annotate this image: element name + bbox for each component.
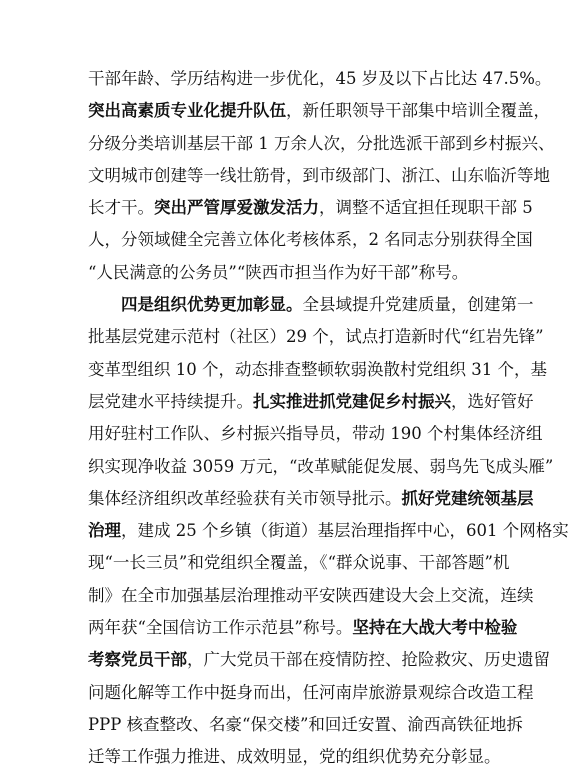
bold-text-run: 扎实推进抓党建促乡村振兴 — [253, 391, 451, 411]
text-line — [88, 741, 500, 773]
text-line — [88, 257, 500, 289]
text-run: 全县域提升党建质量，创建第一 — [302, 295, 534, 315]
text-run: 迁等工作强力推进、成效明显，党的组织优势充分彰显。 — [88, 747, 501, 767]
text-run: ，调整不适宜担任现职干部 5 — [319, 198, 533, 218]
text-line — [88, 418, 543, 450]
text-run: 分级分类培训基层干部 1 万余人次，分批选派干部到乡村振兴、 — [88, 133, 555, 153]
document-body — [88, 63, 569, 774]
bold-text-run: 突出严管厚爱激发活力 — [154, 198, 319, 218]
text-run: “人民满意的公务员”“陕西市担当作为好干部”称号。 — [88, 262, 469, 282]
text-line — [88, 612, 518, 644]
bold-text-run: 突出高素质专业化提升队伍 — [88, 101, 286, 121]
text-run: 层党建水平持续提升。 — [88, 391, 253, 411]
text-run: 集体经济组织改革经验获有关市领导批示。 — [88, 488, 402, 508]
text-line — [88, 580, 534, 612]
text-run: 长才干。 — [88, 198, 154, 218]
text-run: 变革型组织 10 个，动态排查整顿软弱涣散村党组织 31 个，基 — [88, 359, 547, 379]
bold-text-run: 考察党员干部 — [88, 650, 187, 670]
paragraph-organization-advantage — [88, 289, 569, 773]
text-line — [88, 547, 510, 579]
paragraph-cadre-structure — [88, 63, 555, 289]
text-run: 问题化解等工作中挺身而出，任河南岸旅游景观综合改造工程 — [88, 682, 534, 702]
text-line — [88, 63, 552, 95]
text-run: ，新任职领导干部集中培训全覆盖， — [286, 101, 550, 121]
bold-text-run: 治理 — [88, 521, 121, 541]
bold-text-run: 四是组织优势更加彰显。 — [121, 295, 303, 315]
text-run: PPP 核查整改、名豪“保交楼”和回迁安置、渝西高铁征地拆 — [88, 714, 523, 734]
text-line — [88, 386, 534, 418]
text-line — [88, 709, 523, 741]
text-line — [88, 451, 554, 483]
text-run: 两年获“全国信访工作示范县”称号。 — [88, 618, 353, 638]
text-line — [88, 128, 555, 160]
text-run: 现“一长三员”和党组织全覆盖，《“群众说事、干部答题”机 — [88, 553, 510, 573]
text-run: 制》在全市加强基层治理推动平安陕西建设大会上交流，连续 — [88, 585, 534, 605]
text-line — [88, 160, 550, 192]
text-line — [88, 354, 547, 386]
text-run: ，建成 25 个乡镇（街道）基层治理指挥中心，601 个网格实 — [121, 521, 569, 541]
text-run: ，选好管好 — [451, 391, 534, 411]
text-line — [88, 95, 550, 127]
text-line — [88, 321, 544, 353]
text-line — [88, 644, 550, 676]
text-run: 干部年龄、学历结构进一步优化，45 岁及以下占比达 47.5%。 — [88, 69, 552, 88]
bold-text-run: 坚持在大战大考中检验 — [352, 618, 518, 638]
text-run: 织实现净收益 3059 万元，“改革赋能促发展、弱鸟先飞成头雁” — [88, 456, 554, 476]
text-line — [88, 289, 534, 321]
text-run: 批基层党建示范村（社区）29 个，试点打造新时代“红岩先锋” — [88, 327, 544, 347]
text-line — [88, 224, 533, 256]
text-line — [88, 677, 534, 709]
text-line — [88, 483, 534, 515]
bold-text-run: 抓好党建统领基层 — [401, 488, 534, 508]
text-run: 用好驻村工作队、乡村振兴指导员，带动 190 个村集体经济组 — [88, 424, 543, 444]
text-line — [88, 192, 533, 224]
text-line — [88, 515, 569, 547]
text-run: 人，分领域健全完善立体化考核体系，2 名同志分别获得全国 — [88, 230, 533, 250]
text-run: 文明城市创建等一线壮筋骨，到市级部门、浙江、山东临沂等地 — [88, 165, 550, 185]
text-run: ，广大党员干部在疫情防控、抢险救灾、历史遗留 — [187, 650, 550, 670]
